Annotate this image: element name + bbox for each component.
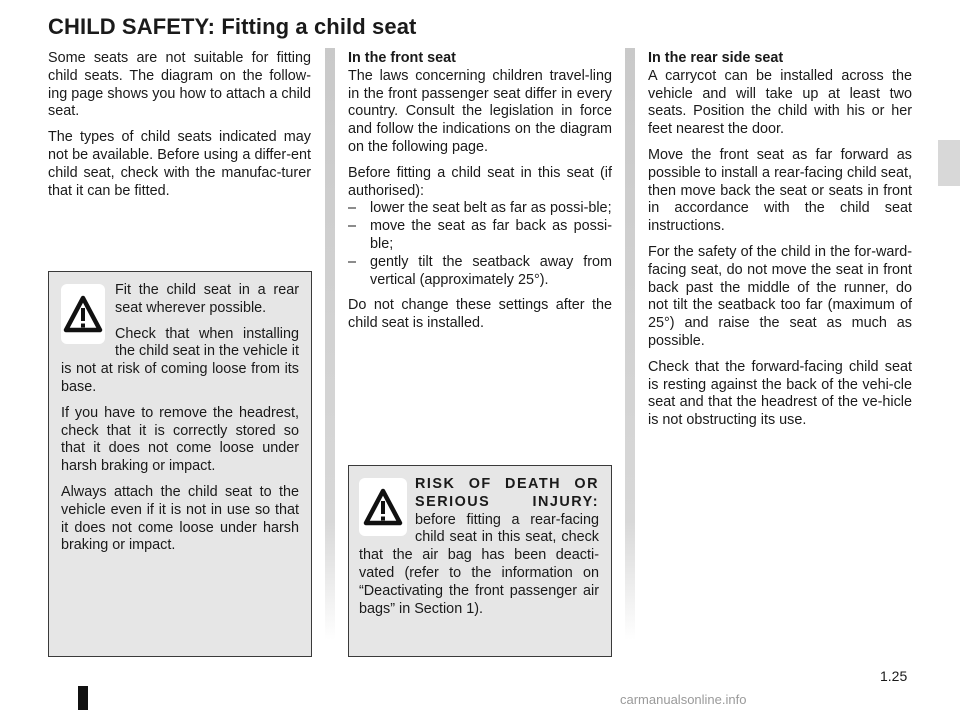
column-separator — [325, 48, 335, 640]
warning-text-3: If you have to remove the headrest, check that it is correctly stored so that it does not come loose under harsh braking or impact. — [61, 404, 299, 475]
list-dash: – — [348, 218, 357, 235]
list-item: – gently tilt the seatback away from vertical (approximately 25°). — [348, 253, 612, 288]
intro-paragraph: Some seats are not suitable for fitting child seats. The diagram on the follow-ing page shows you how to attach a child seat. — [48, 50, 311, 120]
front-seat-laws-text: The laws concerning children travel-ling in the front passenger seat differ in every country. Consult the legislation in force and follow the indications on the diagram on the following page. — [348, 67, 612, 155]
column-middle — [348, 50, 612, 341]
page-number: 1.25 — [880, 668, 908, 684]
list-dash: – — [348, 200, 357, 217]
crop-mark — [78, 686, 88, 710]
list-item: – lower the seat belt as far as possi-ble; — [348, 200, 612, 217]
carrycot-text: A carrycot can be installed across the vehicle and will take up at least two seats. Position the child with his or her feet nearest the door. — [648, 67, 912, 138]
warning-box-airbag — [348, 465, 612, 657]
list-item: – move the seat as far back as possi-ble; — [348, 218, 612, 252]
list-dash: – — [348, 253, 357, 270]
forward-facing-text: For the safety of the child in the for-ward-facing seat, do not move the seat in front back past the middle of the runner, do not tilt the seatback too far (maximum of 25°) and raise the seat as much as possible. — [648, 243, 912, 349]
types-paragraph: The types of child seats indicated may not be available. Before using a differ-ent child seat, check with the manufac-turer that it can be fitted. — [48, 129, 311, 199]
airbag-warning-text: before fitting a rear-facing child seat in this seat, check that the air bag has been deacti-vated (refer to the information on “Deactivating the front passenger air bags” in Section 1). — [359, 511, 599, 617]
risk-label: RISK OF DEATH OR SERIOUS INJURY: — [415, 476, 599, 510]
page-title: CHILD SAFETY: Fitting a child seat — [48, 14, 417, 39]
column-left — [48, 50, 311, 208]
warning-triangle-icon — [359, 478, 407, 536]
warning-box-rear-seat — [48, 271, 312, 657]
watermark: carmanualsonline.info — [620, 692, 747, 707]
warning-text-1: Fit the child seat in a rear seat wherever possible. — [115, 282, 299, 316]
column-right — [648, 50, 912, 438]
instruction-list — [348, 200, 612, 289]
warning-triangle-icon — [61, 284, 105, 344]
column-separator — [625, 48, 635, 640]
front-seat-heading: In the front seat — [348, 50, 456, 66]
headrest-text: Check that the forward-facing child seat is resting against the back of the vehi-cle seat and that the headrest of the ve-hicle is not obstructing its use. — [648, 358, 912, 429]
section-tab — [938, 140, 960, 186]
before-fitting-text: Before fitting a child seat in this seat (if authorised): — [348, 164, 612, 199]
warning-text-4: Always attach the child seat to the vehicle even if it is not in use so that it does not come loose under harsh braking or impact. — [61, 483, 299, 554]
warning-text-2: Check that when installing the child seat in the vehicle it is not at risk of coming loose from its base. — [61, 325, 299, 395]
rear-seat-heading: In the rear side seat — [648, 50, 784, 66]
settings-note: Do not change these settings after the child seat is installed. — [348, 297, 612, 332]
rear-facing-text: Move the front seat as far forward as possible to install a rear-facing child seat, then move back the seat or seats in front in accordance with the child seat instructions. — [648, 146, 912, 235]
